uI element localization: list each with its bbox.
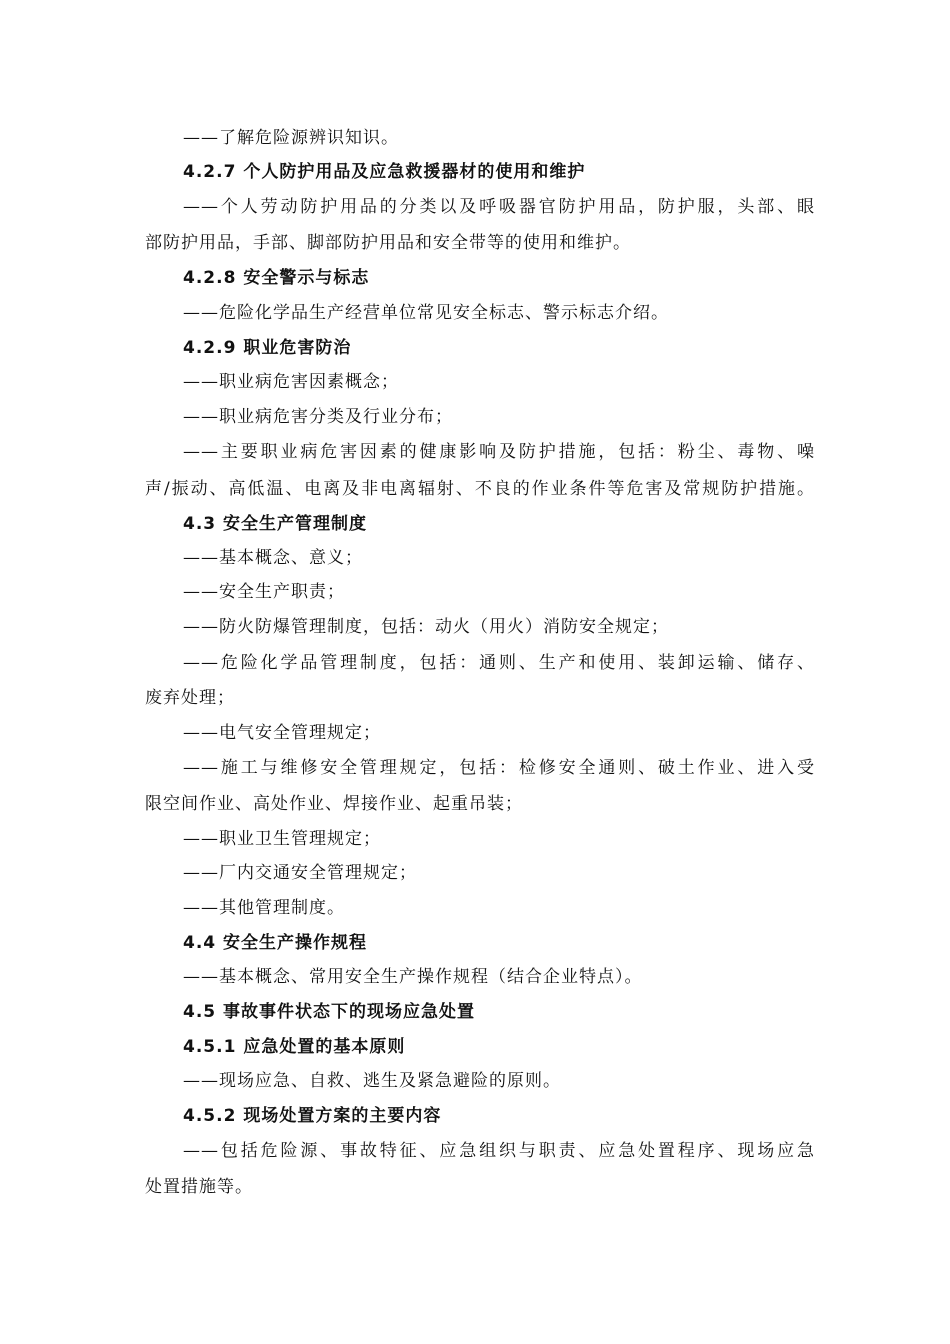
text-line-chemicals-1: ——危险化学品管理制度，包括：通则、生产和使用、装卸运输、储存、 <box>183 653 815 673</box>
text-line-onsite-plan-1: ——包括危险源、事故特征、应急组织与职责、应急处置程序、现场应急 <box>183 1141 815 1161</box>
text-line-construction-2: 限空间作业、高处作业、焊接作业、起重吊装； <box>145 794 523 814</box>
text-line-electrical: ——电气安全管理规定； <box>183 723 381 743</box>
heading-4-2-9: 4.2.9 职业危害防治 <box>183 338 352 358</box>
text-line-operating-procedures: ——基本概念、常用安全生产操作规程（结合企业特点）。 <box>183 967 643 987</box>
text-line-safety-duties: ——安全生产职责； <box>183 582 345 602</box>
text-line-hygiene: ——职业卫生管理规定； <box>183 829 381 849</box>
text-line-ppe-2: 部防护用品，手部、脚部防护用品和安全带等的使用和维护。 <box>145 233 631 253</box>
text-line-basic-concepts: ——基本概念、意义； <box>183 548 363 568</box>
text-line-occupational-classification: ——职业病危害分类及行业分布； <box>183 407 453 427</box>
heading-4-5-2: 4.5.2 现场处置方案的主要内容 <box>183 1106 442 1126</box>
text-line-hazard-identification: ——了解危险源辨识知识。 <box>183 128 399 148</box>
text-line-occupational-concept: ——职业病危害因素概念； <box>183 372 399 392</box>
heading-4-2-7: 4.2.7 个人防护用品及应急救援器材的使用和维护 <box>183 162 586 182</box>
heading-4-4: 4.4 安全生产操作规程 <box>183 933 368 953</box>
text-line-safety-signs: ——危险化学品生产经营单位常见安全标志、警示标志介绍。 <box>183 303 669 323</box>
text-line-health-effects-2: 声/振动、高低温、电离及非电离辐射、不良的作业条件等危害及常规防护措施。 <box>145 479 815 499</box>
heading-4-5-1: 4.5.1 应急处置的基本原则 <box>183 1037 406 1057</box>
text-line-other-rules: ——其他管理制度。 <box>183 898 345 918</box>
heading-4-2-8: 4.2.8 安全警示与标志 <box>183 268 370 288</box>
text-line-ppe-1: ——个人劳动防护用品的分类以及呼吸器官防护用品，防护服，头部、眼 <box>183 197 815 217</box>
text-line-chemicals-2: 废弃处理； <box>145 688 235 708</box>
text-line-onsite-plan-2: 处置措施等。 <box>145 1177 253 1197</box>
heading-4-3: 4.3 安全生产管理制度 <box>183 514 368 534</box>
text-line-construction-1: ——施工与维修安全管理规定，包括：检修安全通则、破土作业、进入受 <box>183 758 815 778</box>
text-line-health-effects-1: ——主要职业病危害因素的健康影响及防护措施，包括：粉尘、毒物、噪 <box>183 442 815 462</box>
text-line-fire-explosion: ——防火防爆管理制度，包括：动火（用火）消防安全规定； <box>183 617 669 637</box>
heading-4-5: 4.5 事故事件状态下的现场应急处置 <box>183 1002 476 1022</box>
text-line-traffic: ——厂内交通安全管理规定； <box>183 863 417 883</box>
text-line-emergency-principles: ——现场应急、自救、逃生及紧急避险的原则。 <box>183 1071 561 1091</box>
